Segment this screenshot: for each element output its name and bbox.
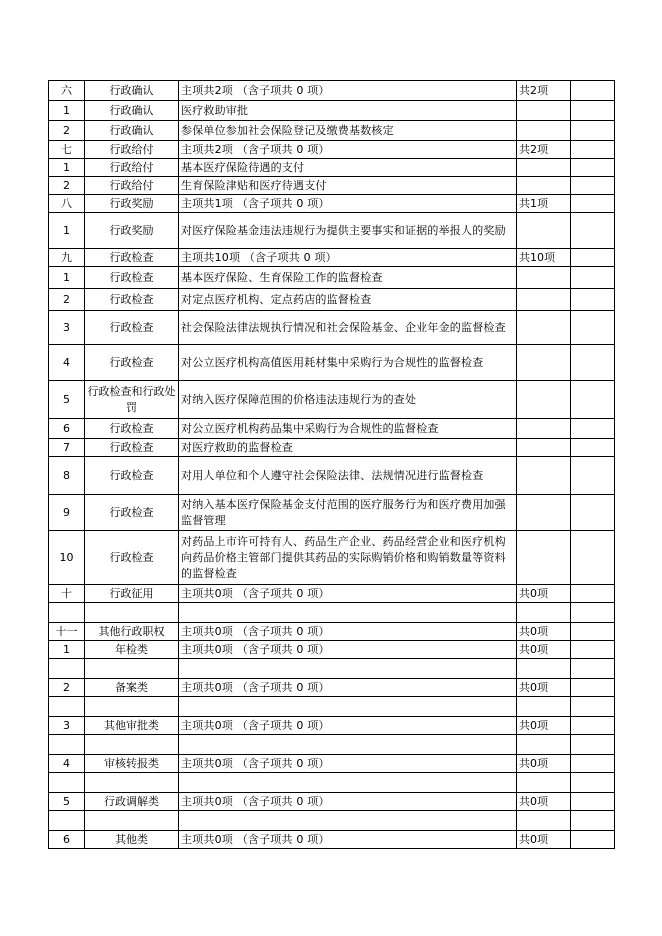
power-type-cell: 行政给付 xyxy=(85,159,179,177)
power-content-cell xyxy=(179,735,517,755)
row-number-cell: 5 xyxy=(49,381,85,419)
item-count-cell: 共0项 xyxy=(517,623,571,641)
power-type-cell: 行政确认 xyxy=(85,121,179,141)
row-number-cell xyxy=(49,735,85,755)
power-content-cell: 主项共0项 （含子项共 0 项） xyxy=(179,679,517,697)
remark-cell xyxy=(571,177,615,195)
table-row xyxy=(49,717,615,735)
table-row xyxy=(49,121,615,141)
remark-cell xyxy=(571,773,615,793)
row-number-cell: 8 xyxy=(49,457,85,495)
power-content-cell xyxy=(179,773,517,793)
power-content-cell xyxy=(179,603,517,623)
power-type-cell: 行政检查 xyxy=(85,289,179,311)
power-type-cell: 行政给付 xyxy=(85,177,179,195)
item-count-cell xyxy=(517,311,571,345)
row-number-cell: 八 xyxy=(49,195,85,213)
item-count-cell: 共2项 xyxy=(517,81,571,101)
remark-cell xyxy=(571,831,615,849)
power-content-cell xyxy=(179,697,517,717)
remark-cell xyxy=(571,457,615,495)
table-row xyxy=(49,195,615,213)
power-content-cell: 参保单位参加社会保险登记及缴费基数核定 xyxy=(179,121,517,141)
table-row xyxy=(49,101,615,121)
row-number-cell: 5 xyxy=(49,793,85,811)
power-type-cell: 行政检查 xyxy=(85,311,179,345)
power-type-cell xyxy=(85,811,179,831)
power-content-cell: 主项共0项 （含子项共 0 项） xyxy=(179,793,517,811)
power-type-cell: 行政奖励 xyxy=(85,195,179,213)
item-count-cell xyxy=(517,213,571,249)
remark-cell xyxy=(571,697,615,717)
table-row xyxy=(49,659,615,679)
remark-cell xyxy=(571,603,615,623)
remark-cell xyxy=(571,531,615,585)
row-number-cell: 9 xyxy=(49,495,85,531)
power-content-cell: 对纳入医疗保障范围的价格违法违规行为的查处 xyxy=(179,381,517,419)
table-row xyxy=(49,141,615,159)
row-number-cell: 1 xyxy=(49,101,85,121)
power-content-cell: 医疗救助审批 xyxy=(179,101,517,121)
power-content-cell: 基本医疗保险、生育保险工作的监督检查 xyxy=(179,267,517,289)
item-count-cell xyxy=(517,659,571,679)
item-count-cell xyxy=(517,457,571,495)
row-number-cell: 十 xyxy=(49,585,85,603)
row-number-cell: 2 xyxy=(49,289,85,311)
power-content-cell: 主项共10项 （含子项共 0 项） xyxy=(179,249,517,267)
item-count-cell: 共1项 xyxy=(517,195,571,213)
remark-cell xyxy=(571,345,615,381)
table-row xyxy=(49,159,615,177)
remark-cell xyxy=(571,289,615,311)
row-number-cell: 3 xyxy=(49,311,85,345)
remark-cell xyxy=(571,659,615,679)
remark-cell xyxy=(571,641,615,659)
item-count-cell: 共2项 xyxy=(517,141,571,159)
power-type-cell xyxy=(85,603,179,623)
remark-cell xyxy=(571,381,615,419)
remark-cell xyxy=(571,81,615,101)
remark-cell xyxy=(571,121,615,141)
remark-cell xyxy=(571,735,615,755)
power-type-cell: 行政确认 xyxy=(85,81,179,101)
table-row xyxy=(49,495,615,531)
item-count-cell xyxy=(517,439,571,457)
power-type-cell xyxy=(85,735,179,755)
table-row xyxy=(49,381,615,419)
power-content-cell: 主项共0项 （含子项共 0 项） xyxy=(179,717,517,735)
power-content-cell: 对药品上市许可持有人、药品生产企业、药品经营企业和医疗机构向药品价格主管部门提供其药品的实际购销价格和购销数量等资料的监督检查 xyxy=(179,531,517,585)
item-count-cell xyxy=(517,177,571,195)
remark-cell xyxy=(571,267,615,289)
item-count-cell: 共0项 xyxy=(517,755,571,773)
remark-cell xyxy=(571,101,615,121)
row-number-cell: 九 xyxy=(49,249,85,267)
row-number-cell: 3 xyxy=(49,717,85,735)
row-number-cell: 4 xyxy=(49,345,85,381)
table-row xyxy=(49,585,615,603)
power-content-cell: 主项共2项 （含子项共 0 项） xyxy=(179,81,517,101)
row-number-cell: 6 xyxy=(49,419,85,439)
item-count-cell xyxy=(517,773,571,793)
table-body xyxy=(49,81,615,849)
row-number-cell: 1 xyxy=(49,641,85,659)
power-type-cell: 行政调解类 xyxy=(85,793,179,811)
item-count-cell xyxy=(517,159,571,177)
power-type-cell: 行政确认 xyxy=(85,101,179,121)
item-count-cell xyxy=(517,267,571,289)
item-count-cell xyxy=(517,101,571,121)
power-type-cell xyxy=(85,773,179,793)
row-number-cell: 6 xyxy=(49,831,85,849)
table-row xyxy=(49,249,615,267)
remark-cell xyxy=(571,623,615,641)
table-row xyxy=(49,755,615,773)
row-number-cell: 1 xyxy=(49,267,85,289)
power-content-cell xyxy=(179,659,517,679)
power-content-cell: 对医疗救助的监督检查 xyxy=(179,439,517,457)
row-number-cell: 十一 xyxy=(49,623,85,641)
item-count-cell xyxy=(517,121,571,141)
power-type-cell: 行政征用 xyxy=(85,585,179,603)
table-row xyxy=(49,831,615,849)
power-content-cell: 主项共0项 （含子项共 0 项） xyxy=(179,623,517,641)
power-type-cell: 行政奖励 xyxy=(85,213,179,249)
remark-cell xyxy=(571,249,615,267)
table-row xyxy=(49,457,615,495)
power-content-cell xyxy=(179,811,517,831)
item-count-cell xyxy=(517,289,571,311)
remark-cell xyxy=(571,419,615,439)
power-type-cell: 行政检查 xyxy=(85,439,179,457)
remark-cell xyxy=(571,141,615,159)
item-count-cell: 共0项 xyxy=(517,717,571,735)
item-count-cell xyxy=(517,697,571,717)
item-count-cell xyxy=(517,419,571,439)
remark-cell xyxy=(571,585,615,603)
power-content-cell: 对纳入基本医疗保险基金支付范围的医疗服务行为和医疗费用加强监督管理 xyxy=(179,495,517,531)
row-number-cell xyxy=(49,603,85,623)
power-type-cell: 行政给付 xyxy=(85,141,179,159)
power-type-cell: 行政检查 xyxy=(85,419,179,439)
power-content-cell: 基本医疗保险待遇的支付 xyxy=(179,159,517,177)
table-row xyxy=(49,811,615,831)
item-count-cell xyxy=(517,531,571,585)
row-number-cell xyxy=(49,697,85,717)
item-count-cell xyxy=(517,345,571,381)
table-row xyxy=(49,697,615,717)
power-content-cell: 主项共0项 （含子项共 0 项） xyxy=(179,755,517,773)
power-content-cell: 社会保险法律法规执行情况和社会保险基金、企业年金的监督检查 xyxy=(179,311,517,345)
table-row xyxy=(49,439,615,457)
power-content-cell: 对公立医疗机构药品集中采购行为合规性的监督检查 xyxy=(179,419,517,439)
power-type-cell: 行政检查 xyxy=(85,345,179,381)
table-row xyxy=(49,773,615,793)
remark-cell xyxy=(571,213,615,249)
power-type-cell: 年检类 xyxy=(85,641,179,659)
power-content-cell: 主项共0项 （含子项共 0 项） xyxy=(179,641,517,659)
table-row xyxy=(49,531,615,585)
power-content-cell: 主项共0项 （含子项共 0 项） xyxy=(179,585,517,603)
power-type-cell: 其他类 xyxy=(85,831,179,849)
row-number-cell: 2 xyxy=(49,679,85,697)
remark-cell xyxy=(571,311,615,345)
row-number-cell: 4 xyxy=(49,755,85,773)
power-content-cell: 生育保险津贴和医疗待遇支付 xyxy=(179,177,517,195)
remark-cell xyxy=(571,679,615,697)
table-row xyxy=(49,419,615,439)
row-number-cell: 七 xyxy=(49,141,85,159)
row-number-cell: 1 xyxy=(49,213,85,249)
power-content-cell: 对医疗保险基金违法违规行为提供主要事实和证据的举报人的奖励 xyxy=(179,213,517,249)
table-row xyxy=(49,177,615,195)
row-number-cell xyxy=(49,811,85,831)
item-count-cell: 共0项 xyxy=(517,793,571,811)
power-content-cell: 主项共0项 （含子项共 0 项） xyxy=(179,831,517,849)
remark-cell xyxy=(571,439,615,457)
power-content-cell: 主项共1项 （含子项共 0 项） xyxy=(179,195,517,213)
item-count-cell: 共0项 xyxy=(517,831,571,849)
power-type-cell: 其他行政职权 xyxy=(85,623,179,641)
item-count-cell xyxy=(517,495,571,531)
power-type-cell: 审核转报类 xyxy=(85,755,179,773)
power-content-cell: 主项共2项 （含子项共 0 项） xyxy=(179,141,517,159)
table-row xyxy=(49,623,615,641)
power-type-cell: 行政检查 xyxy=(85,531,179,585)
item-count-cell: 共0项 xyxy=(517,585,571,603)
row-number-cell xyxy=(49,659,85,679)
row-number-cell: 2 xyxy=(49,177,85,195)
item-count-cell: 共0项 xyxy=(517,679,571,697)
table-row xyxy=(49,345,615,381)
row-number-cell: 六 xyxy=(49,81,85,101)
row-number-cell: 7 xyxy=(49,439,85,457)
power-type-cell: 行政检查 xyxy=(85,267,179,289)
row-number-cell: 1 xyxy=(49,159,85,177)
power-list-table xyxy=(48,80,615,849)
remark-cell xyxy=(571,811,615,831)
table-row xyxy=(49,289,615,311)
table-row xyxy=(49,267,615,289)
table-row xyxy=(49,641,615,659)
power-type-cell xyxy=(85,697,179,717)
table-row xyxy=(49,603,615,623)
table-row xyxy=(49,679,615,697)
remark-cell xyxy=(571,159,615,177)
remark-cell xyxy=(571,755,615,773)
power-content-cell: 对公立医疗机构高值医用耗材集中采购行为合规性的监督检查 xyxy=(179,345,517,381)
remark-cell xyxy=(571,195,615,213)
item-count-cell xyxy=(517,735,571,755)
item-count-cell xyxy=(517,603,571,623)
power-type-cell xyxy=(85,659,179,679)
item-count-cell: 共10项 xyxy=(517,249,571,267)
table-row xyxy=(49,81,615,101)
table-row xyxy=(49,311,615,345)
row-number-cell: 10 xyxy=(49,531,85,585)
power-type-cell: 行政检查 xyxy=(85,457,179,495)
power-type-cell: 其他审批类 xyxy=(85,717,179,735)
item-count-cell xyxy=(517,381,571,419)
power-type-cell: 行政检查和行政处罚 xyxy=(85,381,179,419)
remark-cell xyxy=(571,717,615,735)
item-count-cell xyxy=(517,811,571,831)
power-type-cell: 行政检查 xyxy=(85,495,179,531)
remark-cell xyxy=(571,495,615,531)
power-type-cell: 备案类 xyxy=(85,679,179,697)
row-number-cell: 2 xyxy=(49,121,85,141)
table-row xyxy=(49,213,615,249)
power-content-cell: 对定点医疗机构、定点药店的监督检查 xyxy=(179,289,517,311)
row-number-cell xyxy=(49,773,85,793)
item-count-cell: 共0项 xyxy=(517,641,571,659)
power-type-cell: 行政检查 xyxy=(85,249,179,267)
remark-cell xyxy=(571,793,615,811)
table-row xyxy=(49,793,615,811)
power-content-cell: 对用人单位和个人遵守社会保险法律、法规情况进行监督检查 xyxy=(179,457,517,495)
table-row xyxy=(49,735,615,755)
